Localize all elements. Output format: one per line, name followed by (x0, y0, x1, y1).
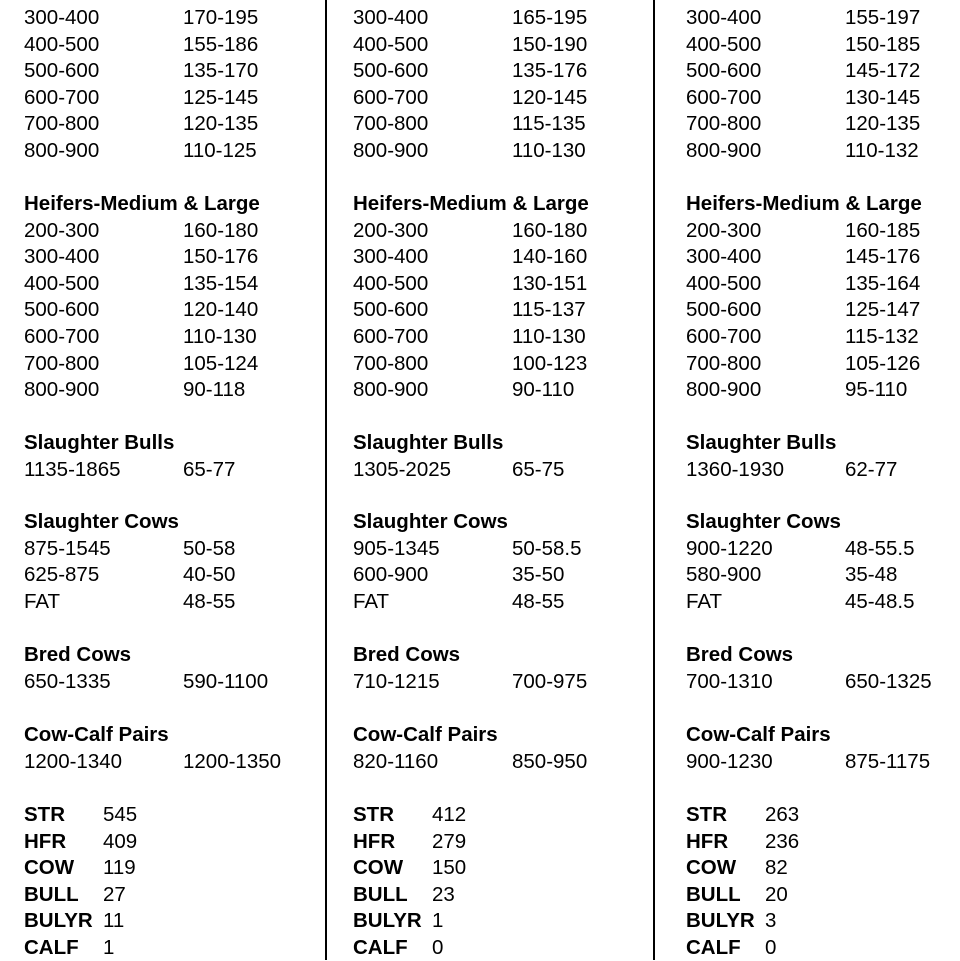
heifers-row-range: 800-900 (353, 378, 429, 402)
steer-row-price: 120-135 (183, 112, 259, 136)
steer-row-price: 150-190 (512, 32, 588, 56)
steer-row-range: 800-900 (24, 139, 100, 162)
head-count-row-price: 20 (765, 882, 788, 906)
heifers-row-range: 500-600 (686, 298, 762, 322)
section-heading: Bred Cows (686, 643, 794, 666)
steer-row-price: 120-135 (845, 112, 921, 136)
head-count-row-price: 0 (765, 936, 777, 959)
head-count-row-price: 82 (765, 856, 788, 880)
slaughter-cows-row-range: FAT (24, 589, 61, 613)
heifers-row-range: 400-500 (686, 271, 762, 295)
column-divider (653, 0, 655, 960)
slaughter-bulls-row-price: 65-75 (512, 457, 565, 481)
bred-cows-row-price: 590-1100 (183, 669, 269, 693)
steer-row-price: 135-176 (512, 59, 588, 83)
steer-row-range: 400-500 (353, 32, 429, 56)
slaughter-bulls-row-range: 1135-1865 (24, 457, 121, 481)
head-count-row-range: HFR (353, 829, 396, 853)
slaughter-cows-row-range: FAT (353, 589, 390, 613)
heifers-row-range: 700-800 (24, 351, 100, 375)
slaughter-cows-row-price: 48-55 (512, 589, 565, 613)
section-heading: Bred Cows (24, 643, 132, 666)
heifers-row-price: 160-180 (183, 218, 259, 242)
head-count-row-range: BULYR (686, 909, 755, 933)
heifers-row-price: 105-126 (845, 351, 921, 375)
heifers-row-price: 90-118 (183, 378, 246, 402)
steer-row-range: 600-700 (24, 85, 100, 109)
head-count-row-price: 150 (432, 856, 467, 880)
section-heading: Heifers-Medium & Large (24, 192, 260, 215)
section-heading: Cow-Calf Pairs (353, 723, 498, 746)
head-count-row-price: 279 (432, 829, 467, 853)
heifers-row-range: 500-600 (24, 298, 100, 322)
head-count-row-range: STR (24, 803, 65, 826)
steer-row-range: 300-400 (24, 6, 100, 29)
steer-row-range: 400-500 (686, 32, 762, 56)
bred-cows-row-range: 700-1310 (686, 669, 773, 693)
head-count-row-range: COW (686, 856, 737, 880)
pairs-row-price: 1200-1350 (183, 749, 282, 773)
head-count-row-range: CALF (24, 936, 79, 959)
steer-row-price: 110-125 (183, 139, 257, 162)
heifers-row-price: 100-123 (512, 351, 588, 375)
slaughter-cows-row-price: 40-50 (183, 563, 236, 587)
heifers-row-price: 145-176 (845, 245, 921, 269)
steer-row-price: 155-186 (183, 32, 259, 56)
bred-cows-row-range: 650-1335 (24, 669, 111, 693)
section-heading: Heifers-Medium & Large (686, 192, 922, 215)
slaughter-cows-row-range: 600-900 (353, 563, 429, 587)
steer-row-price: 150-185 (845, 32, 921, 56)
heifers-row-range: 300-400 (686, 245, 762, 269)
head-count-row-range: HFR (686, 829, 729, 853)
steer-row-range: 700-800 (353, 112, 429, 136)
head-count-row-range: BULL (24, 882, 79, 906)
slaughter-cows-row-price: 48-55.5 (845, 536, 915, 560)
steer-row-price: 110-132 (845, 139, 919, 162)
head-count-row-range: COW (353, 856, 404, 880)
heifers-row-price: 125-147 (845, 298, 921, 322)
heifers-row-range: 400-500 (24, 271, 100, 295)
steer-row-range: 800-900 (686, 139, 762, 162)
head-count-row-price: 0 (432, 936, 444, 959)
heifers-row-range: 700-800 (686, 351, 762, 375)
slaughter-cows-row-price: 35-48 (845, 563, 898, 587)
steer-row-range: 400-500 (24, 32, 100, 56)
head-count-row-price: 1 (432, 909, 444, 933)
heifers-row-price: 120-140 (183, 298, 259, 322)
heifers-row-range: 200-300 (24, 218, 100, 242)
heifers-row-price: 110-130 (183, 325, 257, 348)
head-count-row-price: 1 (103, 936, 115, 959)
steer-row-price: 130-145 (845, 85, 921, 109)
slaughter-cows-row-price: 50-58.5 (512, 536, 582, 560)
steer-row-range: 700-800 (24, 112, 100, 136)
head-count-row-price: 263 (765, 803, 800, 826)
head-count-row-price: 545 (103, 803, 138, 826)
section-heading: Slaughter Bulls (353, 431, 504, 454)
heifers-row-price: 115-137 (512, 298, 586, 322)
head-count-row-range: STR (686, 803, 727, 826)
heifers-row-price: 105-124 (183, 351, 259, 375)
heifers-row-range: 500-600 (353, 298, 429, 322)
head-count-row-price: 409 (103, 829, 138, 853)
head-count-row-range: CALF (686, 936, 741, 959)
market-column-3 (686, 0, 960, 960)
head-count-row-range: BULL (686, 882, 741, 906)
heifers-row-range: 200-300 (686, 218, 762, 242)
section-heading: Slaughter Bulls (24, 431, 175, 454)
section-heading: Cow-Calf Pairs (686, 723, 831, 746)
heifers-row-range: 200-300 (353, 218, 429, 242)
slaughter-cows-row-range: 905-1345 (353, 536, 440, 560)
head-count-row-range: CALF (353, 936, 408, 959)
heifers-row-price: 110-130 (512, 325, 586, 348)
head-count-row-range: BULYR (353, 909, 422, 933)
bred-cows-row-price: 700-975 (512, 669, 588, 693)
heifers-row-range: 800-900 (24, 378, 100, 402)
steer-row-range: 800-900 (353, 139, 429, 162)
pairs-row-price: 850-950 (512, 749, 588, 773)
slaughter-bulls-row-price: 62-77 (845, 457, 898, 481)
steer-row-range: 600-700 (686, 85, 762, 109)
head-count-row-range: BULYR (24, 909, 93, 933)
head-count-row-price: 119 (103, 856, 136, 880)
head-count-row-range: STR (353, 803, 394, 826)
slaughter-bulls-row-range: 1360-1930 (686, 457, 785, 481)
heifers-row-range: 800-900 (686, 378, 762, 402)
heifers-row-range: 300-400 (353, 245, 429, 269)
head-count-row-price: 3 (765, 909, 777, 933)
pairs-row-price: 875-1175 (845, 749, 931, 773)
slaughter-bulls-row-range: 1305-2025 (353, 457, 452, 481)
steer-row-range: 500-600 (686, 59, 762, 83)
heifers-row-price: 95-110 (845, 378, 908, 402)
head-count-row-price: 412 (432, 803, 467, 826)
section-heading: Slaughter Bulls (686, 431, 837, 454)
slaughter-cows-row-range: FAT (686, 589, 723, 613)
heifers-row-price: 160-180 (512, 218, 588, 242)
steer-row-price: 125-145 (183, 85, 259, 109)
heifers-row-range: 300-400 (24, 245, 100, 269)
heifers-row-price: 140-160 (512, 245, 588, 269)
steer-row-price: 165-195 (512, 6, 588, 29)
slaughter-cows-row-range: 875-1545 (24, 536, 111, 560)
steer-row-range: 600-700 (353, 85, 429, 109)
bred-cows-row-price: 650-1325 (845, 669, 932, 693)
head-count-row-price: 236 (765, 829, 800, 853)
head-count-row-price: 23 (432, 882, 455, 906)
steer-row-price: 170-195 (183, 6, 259, 29)
heifers-row-price: 150-176 (183, 245, 259, 269)
heifers-row-range: 600-700 (24, 325, 100, 348)
head-count-row-range: BULL (353, 882, 408, 906)
heifers-row-range: 600-700 (353, 325, 429, 348)
head-count-row-range: HFR (24, 829, 67, 853)
heifers-row-range: 400-500 (353, 271, 429, 295)
slaughter-cows-row-price: 35-50 (512, 563, 565, 587)
heifers-row-price: 115-132 (845, 325, 919, 348)
steer-row-price: 120-145 (512, 85, 588, 109)
section-heading: Bred Cows (353, 643, 461, 666)
steer-row-range: 500-600 (353, 59, 429, 83)
head-count-row-price: 11 (103, 909, 125, 933)
steer-row-range: 300-400 (686, 6, 762, 29)
heifers-row-price: 135-154 (183, 271, 259, 295)
heifers-row-range: 600-700 (686, 325, 762, 348)
section-heading: Cow-Calf Pairs (24, 723, 169, 746)
pairs-row-range: 820-1160 (353, 749, 439, 773)
steer-row-price: 145-172 (845, 59, 921, 83)
slaughter-cows-row-range: 900-1220 (686, 536, 773, 560)
heifers-row-range: 700-800 (353, 351, 429, 375)
pairs-row-range: 900-1230 (686, 749, 773, 773)
slaughter-cows-row-price: 50-58 (183, 536, 236, 560)
head-count-row-price: 27 (103, 882, 126, 906)
head-count-row-range: COW (24, 856, 75, 880)
bred-cows-row-range: 710-1215 (353, 669, 440, 693)
section-heading: Heifers-Medium & Large (353, 192, 589, 215)
slaughter-cows-row-price: 45-48.5 (845, 589, 915, 613)
column-divider (325, 0, 327, 960)
heifers-row-price: 130-151 (512, 271, 588, 295)
market-column-1 (24, 0, 324, 960)
pairs-row-range: 1200-1340 (24, 749, 123, 773)
heifers-row-price: 135-164 (845, 271, 921, 295)
section-heading: Slaughter Cows (24, 510, 179, 533)
heifers-row-price: 90-110 (512, 378, 575, 402)
steer-row-price: 115-135 (512, 112, 586, 136)
steer-row-price: 155-197 (845, 6, 921, 29)
slaughter-bulls-row-price: 65-77 (183, 457, 236, 481)
steer-row-price: 110-130 (512, 139, 586, 162)
slaughter-cows-row-range: 580-900 (686, 563, 762, 587)
steer-row-range: 300-400 (353, 6, 429, 29)
steer-row-price: 135-170 (183, 59, 259, 83)
slaughter-cows-row-range: 625-875 (24, 563, 100, 587)
heifers-row-price: 160-185 (845, 218, 921, 242)
section-heading: Slaughter Cows (353, 510, 508, 533)
market-column-2 (353, 0, 653, 960)
steer-row-range: 700-800 (686, 112, 762, 136)
slaughter-cows-row-price: 48-55 (183, 589, 236, 613)
steer-row-range: 500-600 (24, 59, 100, 83)
section-heading: Slaughter Cows (686, 510, 841, 533)
